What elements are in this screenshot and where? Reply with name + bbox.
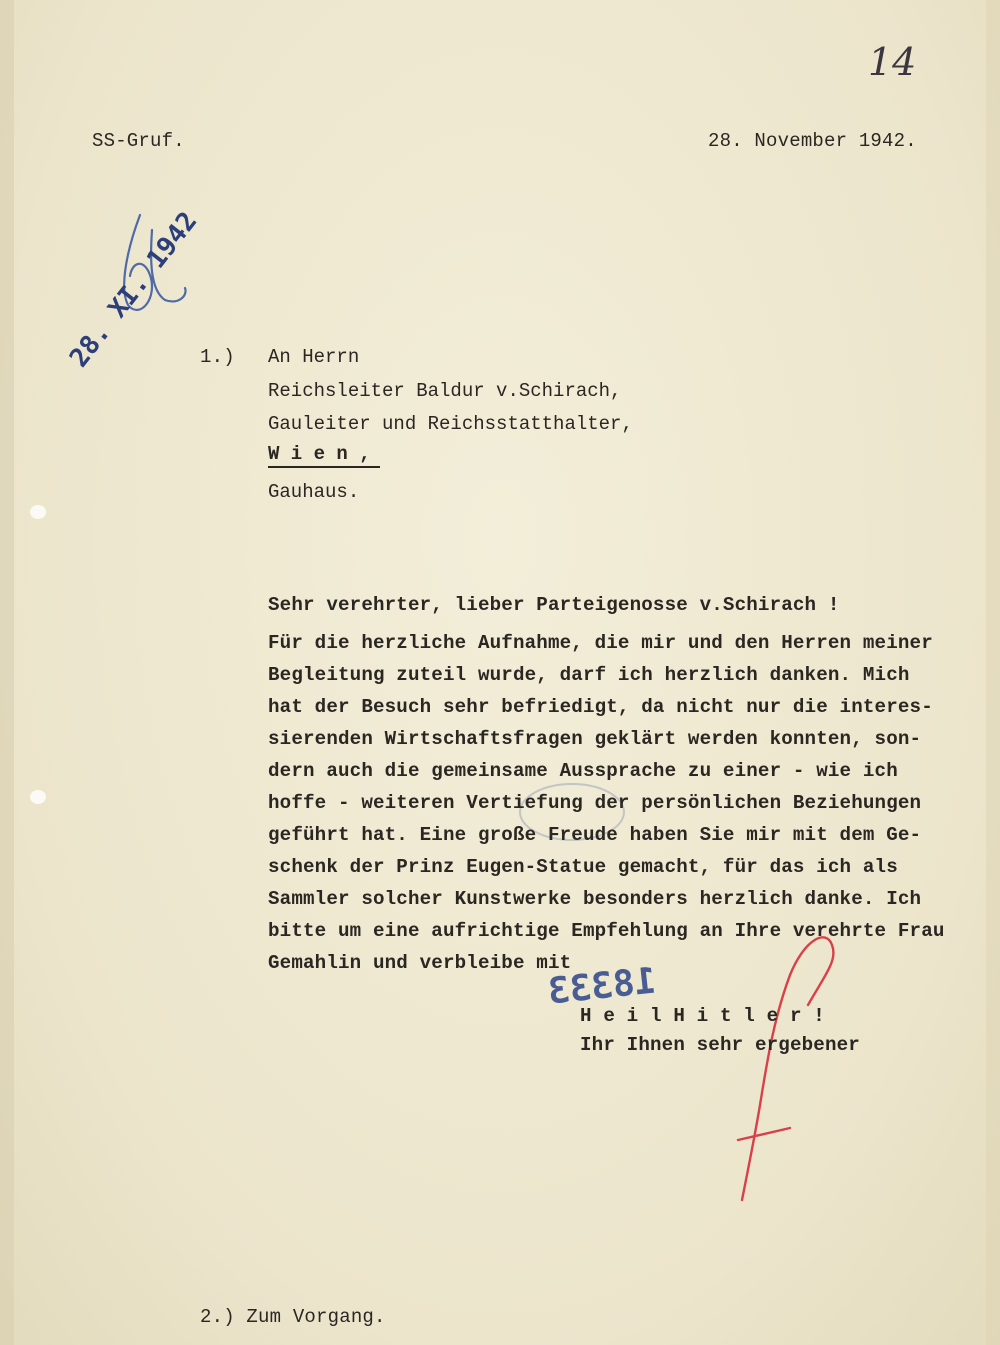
item-one-label: 1.) bbox=[200, 346, 235, 368]
binder-hole bbox=[30, 505, 46, 519]
body-line: Für die herzliche Aufnahme, die mir und den Herren meiner bbox=[268, 632, 933, 654]
body-line: geführt hat. Eine große Freude haben Sie mir mit dem Ge- bbox=[268, 824, 922, 846]
body-line: Gemahlin und verbleibe mit bbox=[268, 952, 572, 974]
sender-line: SS-Gruf. bbox=[92, 130, 185, 152]
received-date-stamp: 28. XI. 1942 bbox=[64, 206, 204, 374]
body-line: dern auch die gemeinsame Aussprache zu einer - wie ich bbox=[268, 760, 898, 782]
body-line: Begleitung zuteil wurde, darf ich herzlich danken. Mich bbox=[268, 664, 910, 686]
body-line: sierenden Wirtschaftsfragen geklärt werden konnten, son- bbox=[268, 728, 922, 750]
closing-valediction: Ihr Ihnen sehr ergebener bbox=[580, 1034, 860, 1056]
address-line: Gauhaus. bbox=[268, 481, 360, 503]
salutation: Sehr verehrter, lieber Parteigenosse v.Schirach ! bbox=[268, 594, 840, 616]
body-line: hoffe - weiteren Vertiefung der persönlichen Beziehungen bbox=[268, 792, 922, 814]
registry-number-stamp: 18333 bbox=[546, 960, 659, 1013]
letter-date: 28. November 1942. bbox=[708, 130, 917, 152]
address-line: An Herrn bbox=[268, 346, 360, 368]
page-number-handwritten: 14 bbox=[868, 40, 917, 84]
item-two-note: 2.) Zum Vorgang. bbox=[200, 1306, 386, 1328]
closing-greeting: H e i l H i t l e r ! bbox=[580, 1005, 825, 1027]
address-line: Reichsleiter Baldur v.Schirach, bbox=[268, 380, 622, 402]
body-line: Sammler solcher Kunstwerke besonders herzlich danke. Ich bbox=[268, 888, 922, 910]
city-underline bbox=[268, 466, 380, 468]
body-line: hat der Besuch sehr befriedigt, da nicht nur die interes- bbox=[268, 696, 933, 718]
red-pencil-signature-mark bbox=[738, 937, 833, 1200]
binder-hole bbox=[30, 790, 46, 804]
address-line: Gauleiter und Reichsstatthalter, bbox=[268, 413, 633, 435]
body-line: bitte um eine aufrichtige Empfehlung an Ihre verehrte Frau bbox=[268, 920, 945, 942]
address-city: W i e n , bbox=[268, 443, 371, 465]
body-line: schenk der Prinz Eugen-Statue gemacht, für das ich als bbox=[268, 856, 898, 878]
